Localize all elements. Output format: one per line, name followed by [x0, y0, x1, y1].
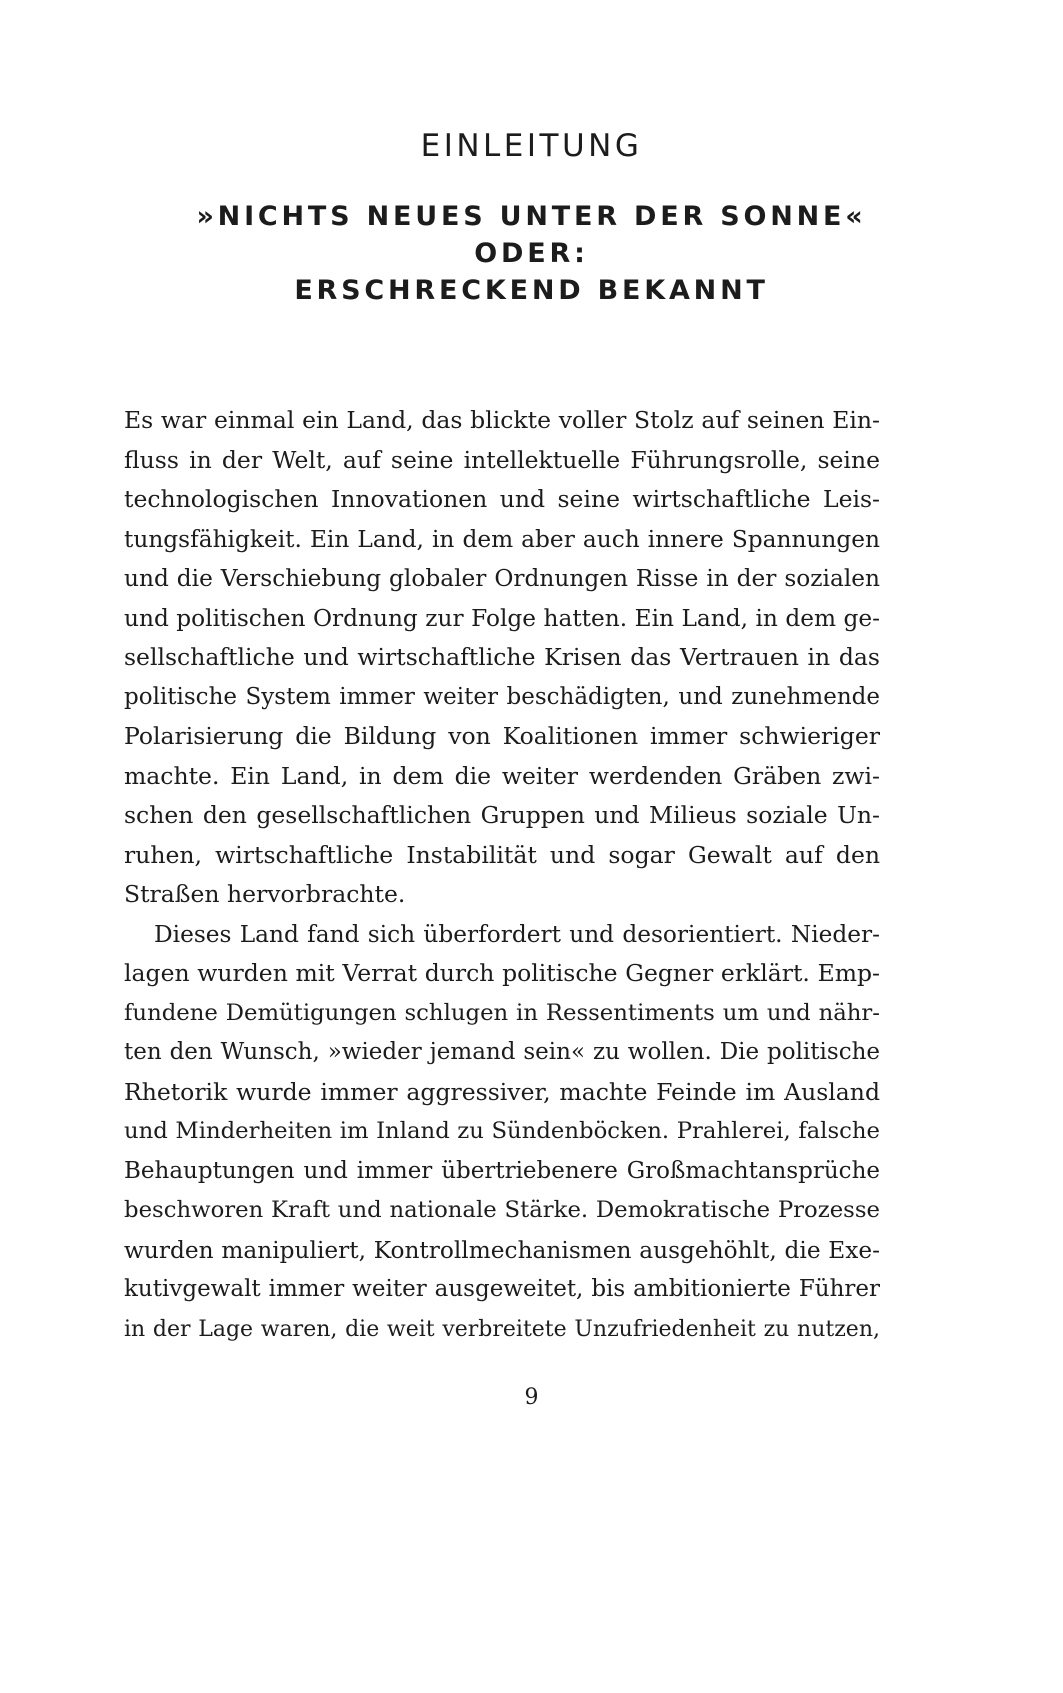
- body-text: [124, 401, 880, 1349]
- text-line: Rhetorik wurde immer aggressiver, machte Feinde im Ausland: [124, 1077, 880, 1106]
- chapter-subtitle: [0, 198, 1063, 309]
- subtitle-line: ODER:: [474, 238, 589, 269]
- text-line: tungsfähigkeit. Ein Land, in dem aber auch innere Spannungen: [124, 525, 880, 553]
- subtitle-line: ERSCHRECKEND BEKANNT: [294, 275, 769, 306]
- subtitle-line: »NICHTS NEUES UNTER DER SONNE«: [196, 201, 867, 232]
- text-line: in der Lage waren, die weit verbreitete Unzufriedenheit zu nutzen,: [124, 1316, 880, 1342]
- text-line: wurden manipuliert, Kontrollmechanismen ausgehöhlt, die Exe-: [124, 1236, 880, 1264]
- text-line: machte. Ein Land, in dem die weiter werdenden Gräben zwi-: [124, 761, 880, 790]
- text-line: fundene Demütigungen schlugen in Ressentiments um und nähr-: [124, 999, 880, 1026]
- text-line: Es war einmal ein Land, das blickte voller Stolz auf seinen Ein-: [124, 406, 880, 434]
- text-line: Dieses Land fand sich überfordert und desorientiert. Nieder-: [154, 920, 880, 948]
- text-line: technologischen Innovationen und seine wirtschaftliche Leis-: [124, 485, 880, 513]
- text-line: politische System immer weiter beschädigten, und zunehmende: [124, 683, 880, 710]
- text-line: schen den gesellschaftlichen Gruppen und Milieus soziale Un-: [124, 801, 880, 829]
- chapter-title: EINLEITUNG: [420, 128, 643, 164]
- text-line: kutivgewalt immer weiter ausgeweitet, bis ambitionierte Führer: [124, 1276, 880, 1302]
- text-line: und Minderheiten im Inland zu Sündenböcken. Prahlerei, falsche: [124, 1118, 880, 1144]
- text-line: beschworen Kraft und nationale Stärke. Demokratische Prozesse: [124, 1197, 880, 1223]
- text-line: fluss in der Welt, auf seine intellektuelle Führungsrolle, seine: [124, 445, 880, 474]
- text-line: und die Verschiebung globaler Ordnungen Risse in der sozialen: [124, 565, 880, 592]
- text-line: lagen wurden mit Verrat durch politische Gegner erklärt. Emp-: [124, 959, 880, 987]
- text-line: Behauptungen und immer übertriebenere Großmachtansprüche: [124, 1157, 880, 1184]
- text-line: ruhen, wirtschaftliche Instabilität und sogar Gewalt auf den: [124, 840, 880, 869]
- page-number: 9: [524, 1385, 539, 1410]
- text-line: Straßen hervorbrachte.: [124, 880, 406, 908]
- text-line: ten den Wunsch, »wieder jemand sein« zu wollen. Die politische: [124, 1039, 880, 1065]
- paragraph: [124, 915, 880, 1350]
- text-line: sellschaftliche und wirtschaftliche Krisen das Vertrauen in das: [124, 643, 880, 671]
- text-line: und politischen Ordnung zur Folge hatten. Ein Land, in dem ge-: [124, 604, 880, 632]
- paragraph: [124, 401, 880, 915]
- text-line: Polarisierung die Bildung von Koalitionen immer schwieriger: [124, 722, 880, 750]
